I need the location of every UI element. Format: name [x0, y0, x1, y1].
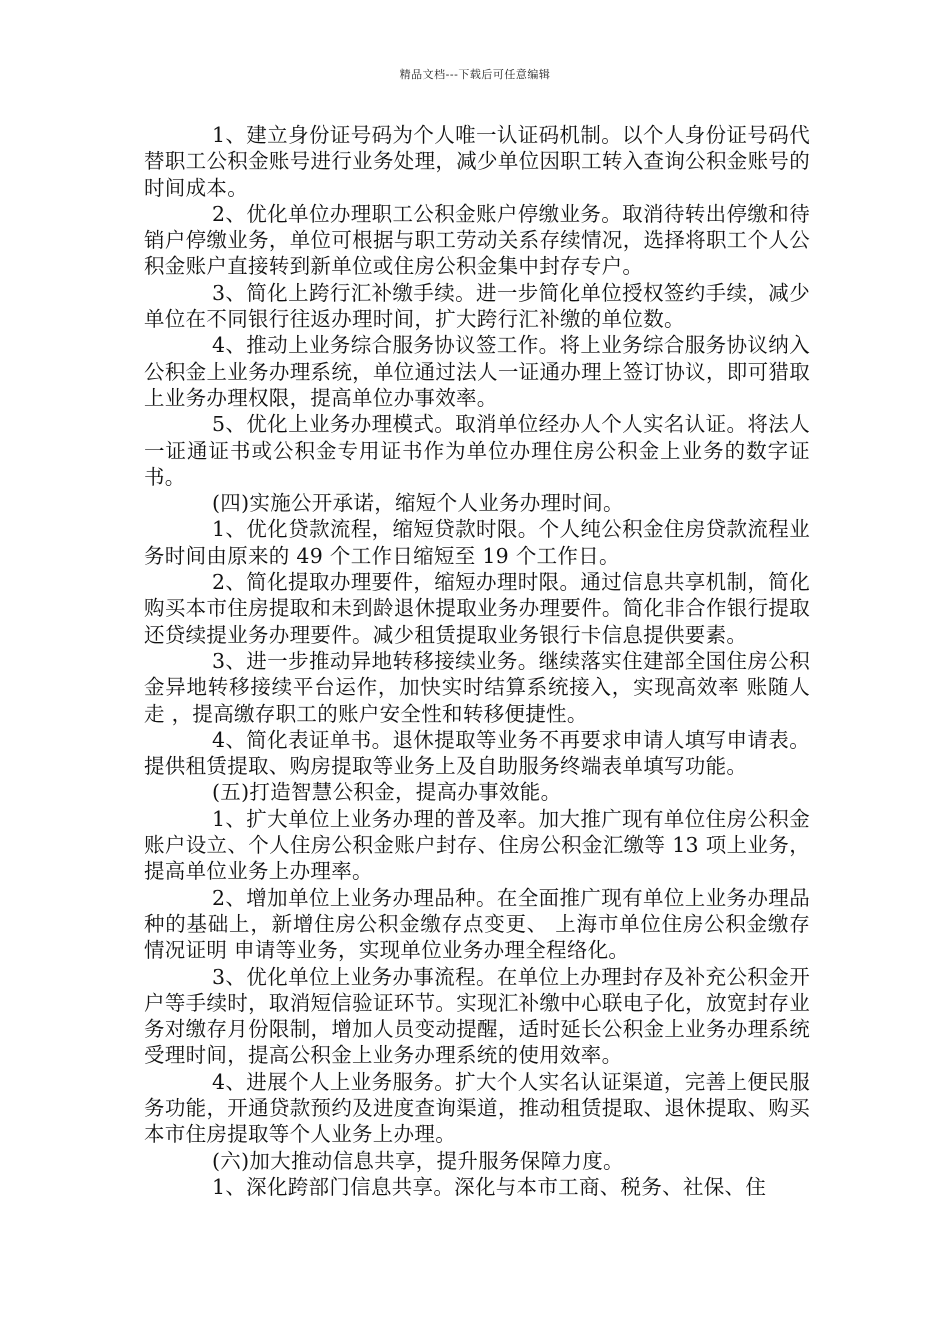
paragraph: 3、简化上跨行汇补缴手续。进一步简化单位授权签约手续，减少单位在不同银行往返办理时间，扩大跨行汇补缴的单位数。 [144, 280, 810, 332]
paragraph: 3、优化单位上业务办事流程。在单位上办理封存及补充公积金开户等手续时，取消短信验证环节。实现汇补缴中心联电子化，放宽封存业务对缴存月份限制，增加人员变动提醒，适时延长公积金上业务办理系统受理时间，提高公积金上业务办理系统的使用效率。 [144, 964, 810, 1068]
section-heading: (五)打造智慧公积金，提高办事效能。 [212, 780, 562, 805]
paragraph: 4、推动上业务综合服务协议签工作。将上业务综合服务协议纳入公积金上业务办理系统，单位通过法人一证通办理上签订协议，即可猎取上业务办理权限，提高单位办事效率。 [144, 333, 810, 410]
page-header: 精品文档---下载后可任意编辑 [399, 68, 551, 81]
section-heading: (四)实施公开承诺，缩短个人业务办理时间。 [212, 491, 624, 516]
paragraph: 1、扩大单位上业务办理的普及率。加大推广现有单位住房公积金账户设立、个人住房公积金账户封存、住房公积金汇缴等 13 项上业务，提高单位业务上办理率。 [144, 806, 810, 884]
paragraph: 2、简化提取办理要件，缩短办理时限。通过信息共享机制，简化购买本市住房提取和未到龄退休提取业务办理要件。简化非合作银行提取还贷续提业务办理要件。减少租赁提取业务银行卡信息提供要素。 [144, 570, 810, 647]
paragraph: 4、简化表证单书。退休提取等业务不再要求申请人填写申请表。提供租赁提取、购房提取等业务上及自助服务终端表单填写功能。 [144, 727, 810, 779]
section-heading: (六)加大推动信息共享，提升服务保障力度。 [212, 1148, 624, 1173]
paragraph: 1、深化跨部门信息共享。深化与本市工商、税务、社保、住 [212, 1174, 767, 1199]
document-body [144, 122, 810, 1200]
paragraph: 1、建立身份证号码为个人唯一认证码机制。以个人身份证号码代替职工公积金账号进行业务处理，减少单位因职工转入查询公积金账号的时间成本。 [144, 123, 810, 200]
paragraph: 5、优化上业务办理模式。取消单位经办人个人实名认证。将法人一证通证书或公积金专用证书作为单位办理住房公积金上业务的数字证书。 [144, 412, 810, 489]
paragraph: 3、进一步推动异地转移接续业务。继续落实住建部全国住房公积金异地转移接续平台运作，加快实时结算系统接入，实现高效率 账随人走 ，提高缴存职工的账户安全性和转移便捷性。 [144, 648, 810, 726]
paragraph: 2、优化单位办理职工公积金账户停缴业务。取消待转出停缴和待销户停缴业务，单位可根据与职工劳动关系存续情况，选择将职工个人公积金账户直接转到新单位或住房公积金集中封存专户。 [144, 201, 810, 279]
paragraph: 2、增加单位上业务办理品种。在全面推广现有单位上业务办理品种的基础上，新增住房公积金缴存点变更、 上海市单位住房公积金缴存情况证明 申请等业务，实现单位业务办理全程络化。 [144, 885, 810, 963]
paragraph: 4、进展个人上业务服务。扩大个人实名认证渠道，完善上便民服务功能，开通贷款预约及进度查询渠道，推动租赁提取、退休提取、购买本市住房提取等个人业务上办理。 [144, 1069, 810, 1147]
paragraph: 1、优化贷款流程，缩短贷款时限。个人纯公积金住房贷款流程业务时间由原来的 49 个工作日缩短至 19 个工作日。 [144, 517, 810, 568]
